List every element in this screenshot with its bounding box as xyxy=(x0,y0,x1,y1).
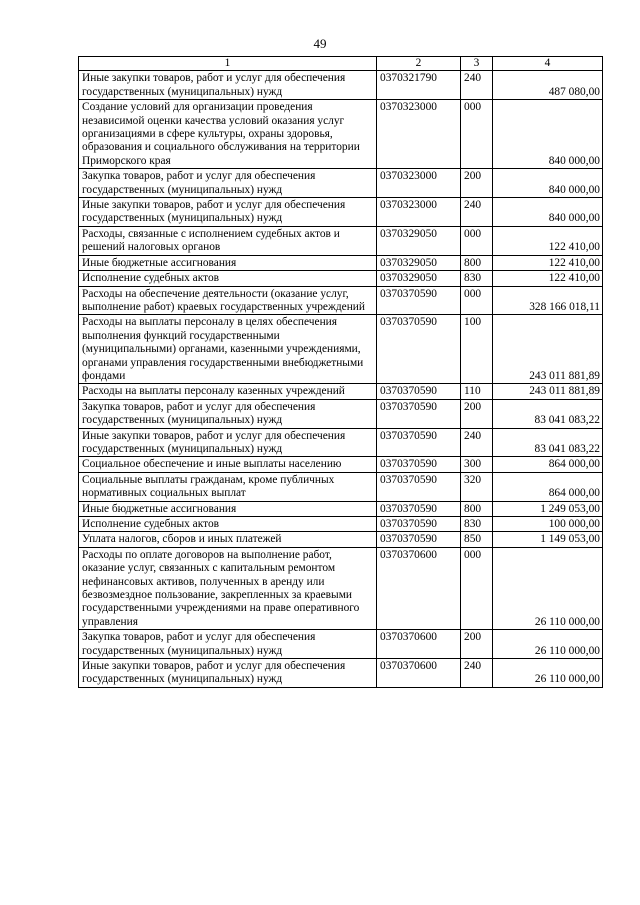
row-code-cell: 0370370600 xyxy=(377,547,461,629)
row-amount-cell: 26 110 000,00 xyxy=(493,547,603,629)
row-code-cell: 0370370590 xyxy=(377,472,461,501)
row-amount-cell: 26 110 000,00 xyxy=(493,659,603,688)
table-row xyxy=(79,71,603,100)
row-code-cell: 0370370590 xyxy=(377,428,461,457)
row-amount-cell: 122 410,00 xyxy=(493,271,603,286)
table-row xyxy=(79,198,603,227)
row-type-cell: 200 xyxy=(461,169,493,198)
row-code-cell: 0370321790 xyxy=(377,71,461,100)
row-name-cell: Расходы на выплаты персоналу в целях обеспечения выполнения функций государственными (муниципальными) органами, казенными учреждениями, органами управления государственными внебюджетными фондами xyxy=(79,315,377,384)
table-row xyxy=(79,169,603,198)
row-code-cell: 0370370590 xyxy=(377,457,461,472)
table-row xyxy=(79,472,603,501)
row-type-cell: 830 xyxy=(461,517,493,532)
row-amount-cell: 1 249 053,00 xyxy=(493,501,603,516)
row-type-cell: 000 xyxy=(461,100,493,169)
row-code-cell: 0370323000 xyxy=(377,198,461,227)
row-amount-cell: 83 041 083,22 xyxy=(493,428,603,457)
row-amount-cell: 840 000,00 xyxy=(493,100,603,169)
table-row xyxy=(79,547,603,629)
row-type-cell: 240 xyxy=(461,659,493,688)
header-col-4: 4 xyxy=(493,57,603,71)
table-row xyxy=(79,428,603,457)
table-row xyxy=(79,457,603,472)
row-name-cell: Социальное обеспечение и иные выплаты населению xyxy=(79,457,377,472)
row-code-cell: 0370329050 xyxy=(377,255,461,270)
row-type-cell: 850 xyxy=(461,532,493,547)
page-number: 49 xyxy=(313,36,327,51)
table-row xyxy=(79,517,603,532)
table-row xyxy=(79,384,603,399)
header-col-2: 2 xyxy=(377,57,461,71)
row-name-cell: Расходы по оплате договоров на выполнение работ, оказание услуг, связанных с капитальным ремонтом нефинансовых активов, полученных в аренду или безвозмездное пользование, закрепленных за краевыми государственными учреждениями на праве оперативного управления xyxy=(79,547,377,629)
row-amount-cell: 840 000,00 xyxy=(493,198,603,227)
row-name-cell: Социальные выплаты гражданам, кроме публичных нормативных социальных выплат xyxy=(79,472,377,501)
row-name-cell: Закупка товаров, работ и услуг для обеспечения государственных (муниципальных) нужд xyxy=(79,169,377,198)
header-row xyxy=(79,57,603,71)
table-row xyxy=(79,226,603,255)
table-row xyxy=(79,315,603,384)
row-type-cell: 240 xyxy=(461,428,493,457)
row-amount-cell: 100 000,00 xyxy=(493,517,603,532)
row-amount-cell: 328 166 018,11 xyxy=(493,286,603,315)
row-type-cell: 240 xyxy=(461,198,493,227)
row-name-cell: Закупка товаров, работ и услуг для обеспечения государственных (муниципальных) нужд xyxy=(79,399,377,428)
row-amount-cell: 487 080,00 xyxy=(493,71,603,100)
budget-table xyxy=(78,56,603,688)
row-amount-cell: 864 000,00 xyxy=(493,472,603,501)
row-name-cell: Исполнение судебных актов xyxy=(79,271,377,286)
row-code-cell: 0370323000 xyxy=(377,169,461,198)
row-code-cell: 0370323000 xyxy=(377,100,461,169)
row-type-cell: 200 xyxy=(461,399,493,428)
row-code-cell: 0370370600 xyxy=(377,630,461,659)
row-name-cell: Расходы на обеспечение деятельности (оказание услуг, выполнение работ) краевых государственных учреждений xyxy=(79,286,377,315)
row-amount-cell: 122 410,00 xyxy=(493,226,603,255)
row-name-cell: Иные закупки товаров, работ и услуг для обеспечения государственных (муниципальных) нужд xyxy=(79,71,377,100)
row-name-cell: Иные бюджетные ассигнования xyxy=(79,255,377,270)
row-code-cell: 0370370590 xyxy=(377,315,461,384)
row-type-cell: 830 xyxy=(461,271,493,286)
row-code-cell: 0370370590 xyxy=(377,532,461,547)
row-name-cell: Иные бюджетные ассигнования xyxy=(79,501,377,516)
table-row xyxy=(79,100,603,169)
table-row xyxy=(79,286,603,315)
row-name-cell: Уплата налогов, сборов и иных платежей xyxy=(79,532,377,547)
row-type-cell: 800 xyxy=(461,501,493,516)
row-code-cell: 0370329050 xyxy=(377,271,461,286)
row-code-cell: 0370370600 xyxy=(377,659,461,688)
row-amount-cell: 243 011 881,89 xyxy=(493,315,603,384)
row-name-cell: Иные закупки товаров, работ и услуг для обеспечения государственных (муниципальных) нужд xyxy=(79,659,377,688)
row-name-cell: Исполнение судебных актов xyxy=(79,517,377,532)
row-amount-cell: 840 000,00 xyxy=(493,169,603,198)
row-name-cell: Иные закупки товаров, работ и услуг для обеспечения государственных (муниципальных) нужд xyxy=(79,198,377,227)
row-type-cell: 110 xyxy=(461,384,493,399)
row-type-cell: 000 xyxy=(461,226,493,255)
row-name-cell: Иные закупки товаров, работ и услуг для обеспечения государственных (муниципальных) нужд xyxy=(79,428,377,457)
row-type-cell: 200 xyxy=(461,630,493,659)
row-code-cell: 0370329050 xyxy=(377,226,461,255)
row-code-cell: 0370370590 xyxy=(377,517,461,532)
row-type-cell: 000 xyxy=(461,547,493,629)
table-row xyxy=(79,501,603,516)
row-code-cell: 0370370590 xyxy=(377,399,461,428)
row-code-cell: 0370370590 xyxy=(377,384,461,399)
table-header xyxy=(79,57,603,71)
table-row xyxy=(79,532,603,547)
row-amount-cell: 122 410,00 xyxy=(493,255,603,270)
header-col-1: 1 xyxy=(79,57,377,71)
row-name-cell: Расходы на выплаты персоналу казенных учреждений xyxy=(79,384,377,399)
row-type-cell: 300 xyxy=(461,457,493,472)
row-amount-cell: 1 149 053,00 xyxy=(493,532,603,547)
table-row xyxy=(79,630,603,659)
row-type-cell: 000 xyxy=(461,286,493,315)
row-code-cell: 0370370590 xyxy=(377,286,461,315)
table-row xyxy=(79,271,603,286)
header-col-3: 3 xyxy=(461,57,493,71)
row-name-cell: Создание условий для организации проведения независимой оценки качества условий оказания услуг организациями в сфере культуры, охраны здоровья, образования и социального обслуживания на территории Приморского края xyxy=(79,100,377,169)
row-name-cell: Закупка товаров, работ и услуг для обеспечения государственных (муниципальных) нужд xyxy=(79,630,377,659)
table-row xyxy=(79,659,603,688)
row-code-cell: 0370370590 xyxy=(377,501,461,516)
row-name-cell: Расходы, связанные с исполнением судебных актов и решений налоговых органов xyxy=(79,226,377,255)
table-row xyxy=(79,255,603,270)
table-body xyxy=(79,71,603,687)
row-type-cell: 800 xyxy=(461,255,493,270)
row-amount-cell: 864 000,00 xyxy=(493,457,603,472)
row-type-cell: 100 xyxy=(461,315,493,384)
table-row xyxy=(79,399,603,428)
row-type-cell: 240 xyxy=(461,71,493,100)
row-amount-cell: 243 011 881,89 xyxy=(493,384,603,399)
row-type-cell: 320 xyxy=(461,472,493,501)
row-amount-cell: 26 110 000,00 xyxy=(493,630,603,659)
row-amount-cell: 83 041 083,22 xyxy=(493,399,603,428)
